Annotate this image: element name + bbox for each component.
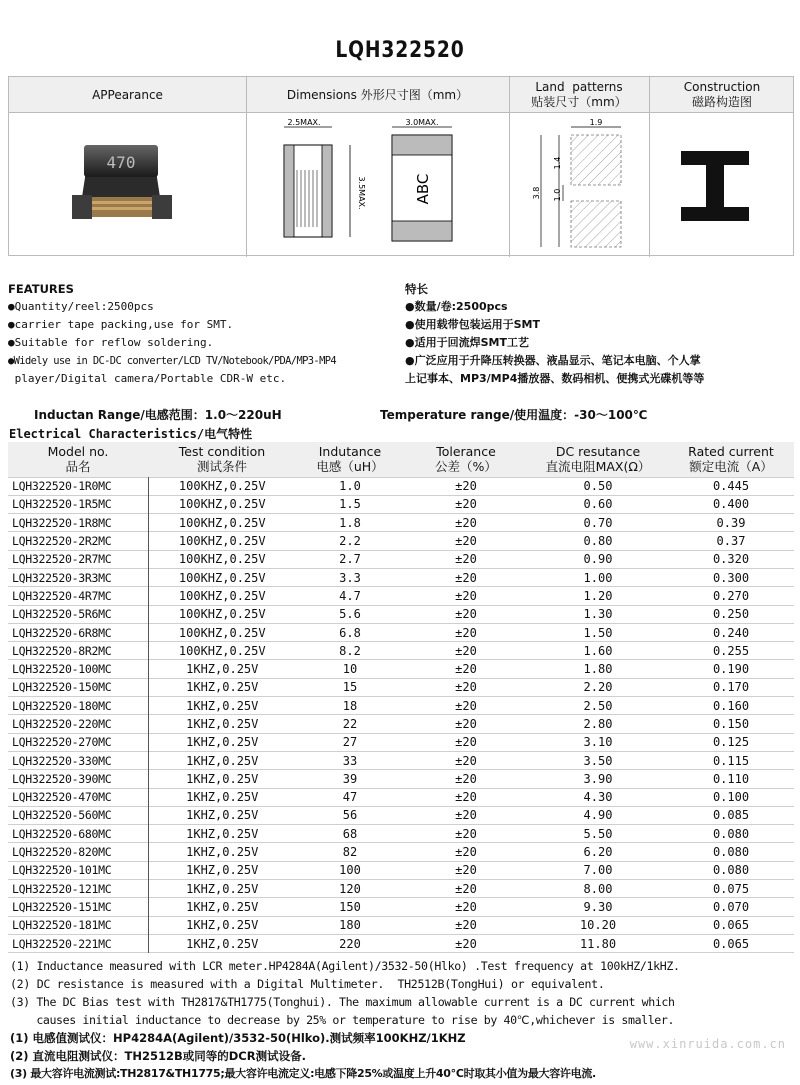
- dc-resistance-cell: 9.30: [583, 899, 613, 914]
- test-condition-cell: 1KHZ,0.25V: [186, 918, 259, 933]
- features-title: FEATURES: [8, 282, 74, 296]
- model-cell: LQH322520-2R7MC: [8, 550, 148, 568]
- rated-current-cell: 0.070: [712, 899, 750, 914]
- tolerance-cell: ±20: [455, 790, 477, 805]
- inductance-cell: 2.2: [339, 534, 361, 549]
- electrical-characteristics-title: Electrical Characteristics/电气特性: [9, 427, 253, 441]
- col-header-en: Model no.: [47, 444, 109, 460]
- col-header-en: Indutance: [318, 444, 382, 460]
- col-header-en: DC resutance: [555, 444, 641, 460]
- inductance-cell: 47: [342, 790, 358, 805]
- table-row: [8, 825, 794, 843]
- test-condition-cell: 1KHZ,0.25V: [186, 680, 259, 695]
- inductance-cell: 82: [342, 845, 358, 860]
- col-header-cn: 直流电阻MAX(Ω）: [545, 459, 651, 475]
- test-condition-cell: 1KHZ,0.25V: [186, 863, 259, 878]
- rated-current-cell: 0.110: [712, 771, 750, 786]
- table-row: [8, 678, 794, 696]
- model-cell: LQH322520-3R3MC: [8, 568, 148, 586]
- col-header-en: Test condition: [178, 444, 266, 460]
- tolerance-cell: ±20: [455, 643, 477, 658]
- col-header-inductance: [296, 442, 404, 477]
- land-gap: 1.0: [553, 188, 562, 202]
- model-cell: LQH322520-330MC: [8, 751, 148, 769]
- note-line: (1) Inductance measured with LCR meter.HP4284A(Agilent)/3532-50(Hlko) .Test frequency at 100kHZ/1kHZ.: [10, 959, 680, 973]
- rated-current-cell: 0.125: [712, 735, 750, 750]
- col-header-cn: 品名: [65, 459, 91, 475]
- dc-resistance-cell: 1.30: [583, 607, 613, 622]
- tolerance-cell: ±20: [455, 936, 477, 951]
- model-cell: LQH322520-820MC: [8, 843, 148, 861]
- inductance-cell: 3.3: [339, 570, 361, 585]
- col-header-rated-current: [668, 442, 794, 477]
- dc-resistance-cell: 2.20: [583, 680, 613, 695]
- tolerance-cell: ±20: [455, 662, 477, 677]
- table-row: [8, 788, 794, 806]
- test-condition-cell: 100KHZ,0.25V: [178, 643, 266, 658]
- rated-current-cell: 0.39: [716, 515, 746, 530]
- tolerance-cell: ±20: [455, 735, 477, 750]
- table-row: [8, 934, 794, 952]
- table-header-row: [8, 442, 794, 477]
- test-condition-cell: 1KHZ,0.25V: [186, 790, 259, 805]
- col-header-cn: 电感（uH）: [316, 459, 384, 475]
- model-cell: LQH322520-1R0MC: [8, 477, 148, 495]
- model-cell: LQH322520-5R6MC: [8, 605, 148, 623]
- dc-resistance-cell: 6.20: [583, 845, 613, 860]
- rated-current-cell: 0.080: [712, 826, 750, 841]
- rated-current-cell: 0.100: [712, 790, 750, 805]
- model-cell: LQH322520-270MC: [8, 733, 148, 751]
- note-line-cn: (3) 最大容许电流测试:TH2817&TH1775;最大容许电流定义:电感下降25%或温度上升40℃时取其小值为最大容许电流.: [10, 1067, 596, 1080]
- dimensions-header: [246, 77, 509, 113]
- electrical-characteristics-table: [8, 442, 794, 953]
- test-condition-cell: 1KHZ,0.25V: [186, 771, 259, 786]
- note-line-cn: (2) 直流电阻测试仪：TH2512B或同等的DCR测试设备.: [10, 1049, 306, 1063]
- front-marking: ABC: [414, 173, 432, 205]
- dc-resistance-cell: 3.90: [583, 771, 613, 786]
- inductance-cell: 22: [342, 717, 358, 731]
- test-condition-cell: 1KHZ,0.25V: [186, 698, 259, 713]
- test-condition-cell: 1KHZ,0.25V: [186, 717, 259, 731]
- land-total: 3.8: [532, 186, 541, 200]
- dc-resistance-cell: 5.50: [583, 826, 613, 841]
- dc-resistance-cell: 2.50: [583, 698, 613, 713]
- tolerance-cell: ±20: [455, 479, 477, 494]
- table-row: [8, 587, 794, 605]
- inductor-photo: [64, 135, 174, 245]
- construction-header: [649, 77, 795, 113]
- col-header-test-condition: [148, 442, 296, 477]
- dc-resistance-cell: 11.80: [579, 936, 617, 951]
- model-cell: LQH322520-151MC: [8, 898, 148, 916]
- test-condition-cell: 1KHZ,0.25V: [186, 735, 259, 750]
- dc-resistance-cell: 0.50: [583, 479, 613, 494]
- model-cell: LQH322520-560MC: [8, 806, 148, 824]
- test-condition-cell: 100KHZ,0.25V: [178, 515, 266, 530]
- test-condition-cell: 100KHZ,0.25V: [178, 479, 266, 494]
- test-condition-cell: 1KHZ,0.25V: [186, 826, 259, 841]
- note-line: (2) DC resistance is measured with a Digital Multimeter. TH2512B(TongHui) or equivalent.: [10, 977, 605, 991]
- note-line: causes initial inductance to decrease by 25% or temperature to rise by 40℃,whichever is smaller.: [10, 1013, 675, 1027]
- rated-current-cell: 0.240: [712, 625, 750, 640]
- feature-item-cn: ●数量/卷:2500pcs: [405, 300, 508, 313]
- feature-item-cn: ●适用于回流焊SMT工艺: [405, 336, 529, 349]
- model-cell: LQH322520-8R2MC: [8, 642, 148, 660]
- model-cell: LQH322520-390MC: [8, 770, 148, 788]
- model-cell: LQH322520-101MC: [8, 861, 148, 879]
- inductance-cell: 220: [339, 936, 361, 951]
- table-row: [8, 916, 794, 934]
- rated-current-cell: 0.065: [712, 936, 750, 951]
- rated-current-cell: 0.150: [712, 717, 750, 731]
- rated-current-cell: 0.255: [712, 643, 750, 658]
- table-row: [8, 477, 794, 495]
- feature-item-cn: ●广泛应用于升降压转换器、液晶显示、笔记本电脑、个人掌: [405, 354, 701, 367]
- test-condition-cell: 100KHZ,0.25V: [178, 607, 266, 622]
- rated-current-cell: 0.320: [712, 552, 750, 567]
- model-cell: LQH322520-100MC: [8, 660, 148, 678]
- note-line: (3) The DC Bias test with TH2817&TH1775(Tonghui). The maximum allowable current is a DC current which: [10, 995, 675, 1009]
- table-row: [8, 642, 794, 660]
- test-condition-cell: 1KHZ,0.25V: [186, 845, 259, 860]
- col-header-cn: 公差（%）: [435, 459, 497, 475]
- table-row: [8, 770, 794, 788]
- features-cn: [405, 280, 704, 388]
- tolerance-cell: ±20: [455, 552, 477, 567]
- rated-current-cell: 0.300: [712, 570, 750, 585]
- rated-current-cell: 0.115: [712, 753, 750, 768]
- test-condition-cell: 100KHZ,0.25V: [178, 625, 266, 640]
- test-condition-cell: 1KHZ,0.25V: [186, 881, 259, 896]
- temperature-range: Temperature range/使用温度：-30～100℃: [380, 408, 648, 422]
- table-row: [8, 697, 794, 715]
- rated-current-cell: 0.075: [712, 881, 750, 896]
- dc-resistance-cell: 0.70: [583, 515, 613, 530]
- test-condition-cell: 100KHZ,0.25V: [178, 588, 266, 603]
- dc-resistance-cell: 4.90: [583, 808, 613, 823]
- tolerance-cell: ±20: [455, 845, 477, 860]
- inductance-cell: 8.2: [339, 643, 361, 658]
- tolerance-cell: ±20: [455, 826, 477, 841]
- dc-resistance-cell: 1.50: [583, 625, 613, 640]
- tolerance-cell: ±20: [455, 717, 477, 731]
- watermark: www.xinruida.com.cn: [629, 1037, 786, 1051]
- inductance-cell: 4.7: [339, 588, 361, 603]
- inductance-cell: 39: [342, 771, 358, 786]
- part-marking: 470: [106, 153, 136, 172]
- model-cell: LQH322520-221MC: [8, 934, 148, 952]
- table-row: [8, 733, 794, 751]
- inductance-cell: 5.6: [339, 607, 361, 622]
- dim-side-width: 2.5MAX.: [287, 118, 321, 127]
- model-cell: LQH322520-1R5MC: [8, 495, 148, 513]
- model-cell: LQH322520-181MC: [8, 916, 148, 934]
- tolerance-cell: ±20: [455, 680, 477, 695]
- rated-current-cell: 0.085: [712, 808, 750, 823]
- rated-current-cell: 0.270: [712, 588, 750, 603]
- model-cell: LQH322520-220MC: [8, 715, 148, 733]
- dc-resistance-cell: 1.60: [583, 643, 613, 658]
- appearance-header: [9, 77, 246, 113]
- rated-current-cell: 0.250: [712, 607, 750, 622]
- table-row: [8, 514, 794, 532]
- land-pattern-drawing: [519, 115, 644, 255]
- rated-current-cell: 0.080: [712, 845, 750, 860]
- rated-current-cell: 0.170: [712, 680, 750, 695]
- feature-item-cn: ●使用载带包装运用于SMT: [405, 318, 540, 331]
- rated-current-cell: 0.065: [712, 918, 750, 933]
- table-row: [8, 605, 794, 623]
- tolerance-cell: ±20: [455, 771, 477, 786]
- model-cell: LQH322520-4R7MC: [8, 587, 148, 605]
- construction-label-cn: 磁路构造图: [691, 95, 752, 109]
- inductance-cell: 1.8: [339, 515, 361, 530]
- dc-resistance-cell: 10.20: [579, 918, 617, 933]
- note-line-cn: (1) 电感值测试仪：HP4284A(Agilent)/3532-50(Hlko).测试频率100KHZ/1KHZ: [10, 1031, 466, 1045]
- dc-resistance-cell: 3.10: [583, 735, 613, 750]
- dc-resistance-cell: 2.80: [583, 717, 613, 731]
- inductance-cell: 27: [342, 735, 358, 750]
- feature-item: player/Digital camera/Portable CDR-W etc.: [8, 372, 287, 385]
- land-pad: 1.4: [553, 156, 562, 170]
- model-cell: LQH322520-470MC: [8, 788, 148, 806]
- inductance-cell: 15: [342, 680, 358, 695]
- feature-item: ●Quantity/reel:2500pcs: [8, 300, 154, 313]
- test-condition-cell: 1KHZ,0.25V: [186, 753, 259, 768]
- tolerance-cell: ±20: [455, 881, 477, 896]
- features-en: [8, 280, 336, 388]
- test-condition-cell: 100KHZ,0.25V: [178, 570, 266, 585]
- product-overview-grid: [8, 76, 794, 256]
- model-cell: LQH322520-180MC: [8, 697, 148, 715]
- inductance-cell: 1.5: [339, 497, 361, 512]
- table-row: [8, 715, 794, 733]
- inductance-cell: 56: [342, 808, 358, 823]
- dim-front-width: 3.0MAX.: [405, 118, 439, 127]
- model-cell: LQH322520-121MC: [8, 880, 148, 898]
- feature-item: ●carrier tape packing,use for SMT.: [8, 318, 234, 331]
- table-row: [8, 568, 794, 586]
- model-cell: LQH322520-680MC: [8, 825, 148, 843]
- col-header-cn: 额定电流（A）: [689, 459, 773, 475]
- tolerance-cell: ±20: [455, 570, 477, 585]
- test-condition-cell: 100KHZ,0.25V: [178, 552, 266, 567]
- rated-current-cell: 0.190: [712, 662, 750, 677]
- inductance-cell: 180: [339, 918, 361, 933]
- inductance-cell: 10: [342, 662, 358, 677]
- dc-resistance-cell: 1.80: [583, 662, 613, 677]
- land-patterns-label-cn: 贴装尺寸（mm）: [531, 95, 627, 109]
- appearance-label: APPearance: [92, 87, 163, 102]
- dimension-drawing: [264, 115, 494, 255]
- test-condition-cell: 1KHZ,0.25V: [186, 662, 259, 677]
- col-header-model: [8, 442, 148, 477]
- tolerance-cell: ±20: [455, 588, 477, 603]
- test-condition-cell: 100KHZ,0.25V: [178, 497, 266, 512]
- dc-resistance-cell: 1.20: [583, 588, 613, 603]
- dc-resistance-cell: 7.00: [583, 863, 613, 878]
- page-title: LQH322520: [335, 38, 465, 63]
- construction-label: Construction: [683, 80, 761, 94]
- inductance-cell: 150: [339, 899, 361, 914]
- table-row: [8, 495, 794, 513]
- tolerance-cell: ±20: [455, 918, 477, 933]
- tolerance-cell: ±20: [455, 698, 477, 713]
- rated-current-cell: 0.37: [716, 534, 746, 549]
- tolerance-cell: ±20: [455, 753, 477, 768]
- inductance-cell: 120: [339, 881, 361, 896]
- col-header-dc-resistance: [528, 442, 668, 477]
- inductance-range: Inductan Range/电感范围：1.0～220uH: [34, 408, 282, 422]
- table-row: [8, 550, 794, 568]
- dc-resistance-cell: 3.50: [583, 753, 613, 768]
- inductance-cell: 1.0: [339, 479, 361, 494]
- land-patterns-label: Land patterns: [535, 80, 623, 94]
- tolerance-cell: ±20: [455, 899, 477, 914]
- tolerance-cell: ±20: [455, 808, 477, 823]
- tolerance-cell: ±20: [455, 625, 477, 640]
- table-row: [8, 660, 794, 678]
- model-cell: LQH322520-1R8MC: [8, 514, 148, 532]
- dim-height: 3.5MAX.: [357, 176, 366, 210]
- col-header-en: Tolerance: [436, 444, 496, 460]
- rated-current-cell: 0.080: [712, 863, 750, 878]
- inductance-cell: 2.7: [339, 552, 361, 567]
- tolerance-cell: ±20: [455, 497, 477, 512]
- tolerance-cell: ±20: [455, 607, 477, 622]
- model-cell: LQH322520-2R2MC: [8, 532, 148, 550]
- table-row: [8, 898, 794, 916]
- rated-current-cell: 0.160: [712, 698, 750, 713]
- table-row: [8, 861, 794, 879]
- test-condition-cell: 1KHZ,0.25V: [186, 899, 259, 914]
- construction-drawing: [679, 147, 769, 227]
- tolerance-cell: ±20: [455, 515, 477, 530]
- table-row: [8, 751, 794, 769]
- test-condition-cell: 1KHZ,0.25V: [186, 808, 259, 823]
- dimensions-label: Dimensions 外形尺寸图（mm）: [286, 87, 469, 102]
- dc-resistance-cell: 4.30: [583, 790, 613, 805]
- col-header-en: Rated current: [688, 444, 774, 460]
- test-notes: [10, 957, 790, 1083]
- dc-resistance-cell: 0.60: [583, 497, 613, 512]
- inductance-cell: 68: [342, 826, 358, 841]
- dc-resistance-cell: 1.00: [583, 570, 613, 585]
- dc-resistance-cell: 0.80: [583, 534, 613, 549]
- tolerance-cell: ±20: [455, 863, 477, 878]
- test-condition-cell: 1KHZ,0.25V: [186, 936, 259, 951]
- table-row: [8, 880, 794, 898]
- rated-current-cell: 0.445: [712, 479, 750, 494]
- land-patterns-header: [509, 77, 649, 113]
- inductance-cell: 100: [339, 863, 361, 878]
- rated-current-cell: 0.400: [712, 497, 750, 512]
- model-cell: LQH322520-150MC: [8, 678, 148, 696]
- inductance-cell: 18: [342, 698, 358, 713]
- feature-item: ●Widely use in DC-DC converter/LCD TV/Notebook/PDA/MP3-MP4: [8, 355, 337, 367]
- inductance-cell: 6.8: [339, 625, 361, 640]
- col-header-cn: 测试条件: [196, 459, 247, 475]
- dc-resistance-cell: 8.00: [583, 881, 613, 896]
- feature-item: ●Suitable for reflow soldering.: [8, 336, 214, 349]
- table-row: [8, 806, 794, 824]
- inductance-cell: 33: [342, 753, 358, 768]
- feature-item-cn: 上记事本、MP3/MP4播放器、数码相机、便携式光碟机等等: [405, 372, 705, 385]
- table-row: [8, 623, 794, 641]
- land-width: 1.9: [589, 118, 603, 127]
- table-row: [8, 532, 794, 550]
- col-header-tolerance: [404, 442, 528, 477]
- model-cell: LQH322520-6R8MC: [8, 623, 148, 641]
- features-title-cn: 特长: [405, 282, 428, 296]
- test-condition-cell: 100KHZ,0.25V: [178, 534, 266, 549]
- tolerance-cell: ±20: [455, 534, 477, 549]
- dc-resistance-cell: 0.90: [583, 552, 613, 567]
- table-row: [8, 843, 794, 861]
